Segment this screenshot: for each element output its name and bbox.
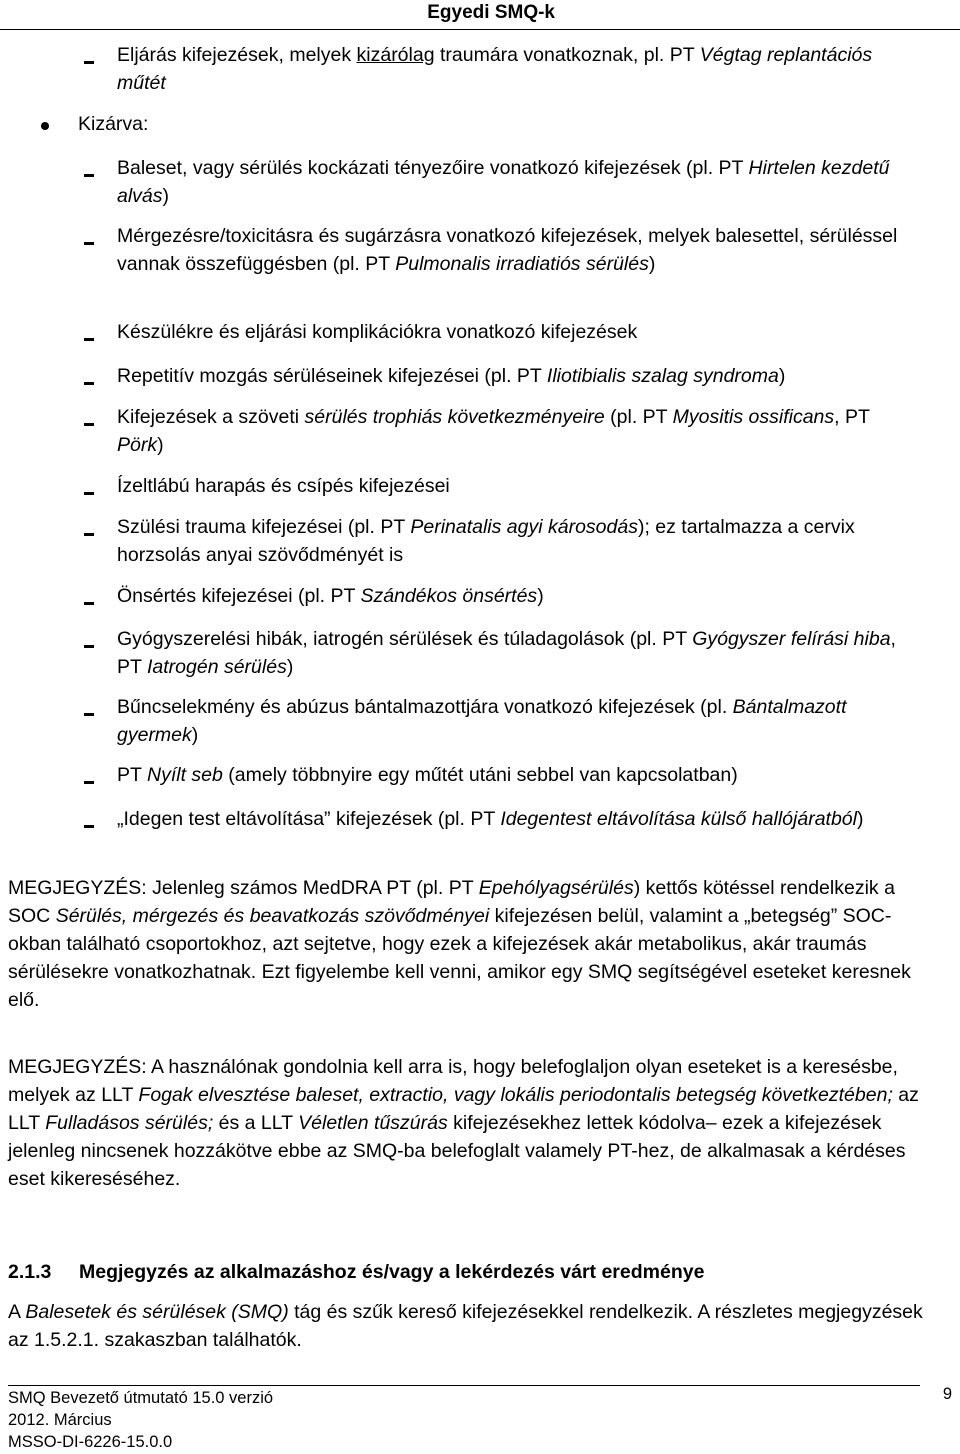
list-item: Mérgezésre/toxicitásra és sugárzásra vonatkozó kifejezések, melyek balesettel, sérüléssel vannak összefüggésben (pl. PT Pulmonalis irradiatiós sérülés) [117, 225, 898, 275]
list-item: Baleset, vagy sérülés kockázati tényezőire vonatkozó kifejezések (pl. PT Hirtelen kezdetű alvás) [117, 157, 890, 207]
note-paragraph: MEGJEGYZÉS: A használónak gondolnia kell arra is, hogy belefoglaljon olyan eseteket is a keresésbe, melyek az LLT Fogak elvesztése baleset, extractio, vagy lokális periodontalis betegség következtében; az LLT Fulladásos sérülés; és a LLT Véletlen tűszúrás kifejezésekhez lettek kódolva– ezek a kifejezések jelenleg nincsenek hozzákötve ebbe az SMQ-ba belefoglalt valamely PT-hez, de alkalmasak a kérdéses eset kikereséséhez. [8, 1056, 919, 1190]
dash-bullet [84, 781, 94, 784]
dash-bullet [84, 242, 94, 245]
page-header [0, 0, 960, 30]
header-divider [0, 29, 960, 30]
section-number: 2.1.3 [8, 1261, 52, 1283]
dash-bullet [84, 645, 94, 648]
section-paragraph: A Balesetek és sérülések (SMQ) tág és szűk kereső kifejezésekkel rendelkezik. A részletes megjegyzések az 1.5.2.1. szakaszban találhatók. [8, 1301, 923, 1351]
list-item: PT Nyílt seb (amely többnyire egy műtét utáni sebbel van kapcsolatban) [117, 764, 738, 786]
header-title: Egyedi SMQ-k [427, 2, 555, 23]
list-item: Önsértés kifejezései (pl. PT Szándékos önsértés) [117, 585, 544, 607]
section-heading [8, 1258, 704, 1286]
dash-bullet [84, 423, 94, 426]
list-item: Repetitív mozgás sérüléseinek kifejezései (pl. PT Iliotibialis szalag syndroma) [117, 365, 786, 387]
section-title: Megjegyzés az alkalmazáshoz és/vagy a lekérdezés várt eredménye [79, 1261, 705, 1283]
dash-bullet [84, 825, 94, 828]
list-item: Ízeltlábú harapás és csípés kifejezései [117, 475, 450, 497]
list-item: Eljárás kifejezések, melyek kizárólag traumára vonatkoznak, pl. PT Végtag replantációs műtét [117, 44, 873, 94]
round-bullet [41, 122, 49, 130]
dash-bullet [84, 713, 94, 716]
footer-doc-id: MSSO-DI-6226-15.0.0 [8, 1433, 173, 1451]
dash-bullet [84, 382, 94, 385]
footer-date: 2012. Március [8, 1411, 112, 1429]
list-item: Kifejezések a szöveti sérülés trophiás következményeire (pl. PT Myositis ossificans, PT Pörk) [117, 406, 870, 456]
list-item: „Idegen test eltávolítása” kifejezések (pl. PT Idegentest eltávolítása külső hallójáratból) [117, 808, 864, 830]
footer-divider [8, 1385, 920, 1386]
dash-bullet [84, 338, 94, 341]
dash-bullet [84, 533, 94, 536]
note-paragraph: MEGJEGYZÉS: Jelenleg számos MedDRA PT (pl. PT Epehólyagsérülés) kettős kötéssel rendelkezik a SOC Sérülés, mérgezés és beavatkozás szövődményei kifejezésen belül, valamint a „betegség” SOC-okban található csoportokhoz, azt sejtetve, hogy ezek a kifejezések akár metabolikus, akár traumás sérülésekre vonatkozhatnak. Ezt figyelembe kell venni, amikor egy SMQ segítségével eseteket keresnek elő. [8, 877, 911, 1011]
dash-bullet [84, 61, 94, 64]
list-item: Bűncselekmény és abúzus bántalmazottjára vonatkozó kifejezések (pl. Bántalmazott gyermek) [117, 696, 847, 746]
list-item: Készülékre és eljárási komplikációkra vonatkozó kifejezések [117, 321, 638, 343]
dash-bullet [84, 174, 94, 177]
list-item: Gyógyszerelési hibák, iatrogén sérülések és túladagolások (pl. PT Gyógyszer felírási hiba, PT Iatrogén sérülés) [117, 628, 896, 678]
excluded-label: Kizárva: [78, 113, 149, 135]
footer-doc-title: SMQ Bevezető útmutató 15.0 verzió [8, 1389, 274, 1407]
dash-bullet [84, 492, 94, 495]
dash-bullet [84, 602, 94, 605]
list-item: Szülési trauma kifejezései (pl. PT Perinatalis agyi károsodás); ez tartalmazza a cervix horzsolás anyai szövődményét is [117, 516, 855, 566]
page-number: 9 [942, 1385, 952, 1403]
